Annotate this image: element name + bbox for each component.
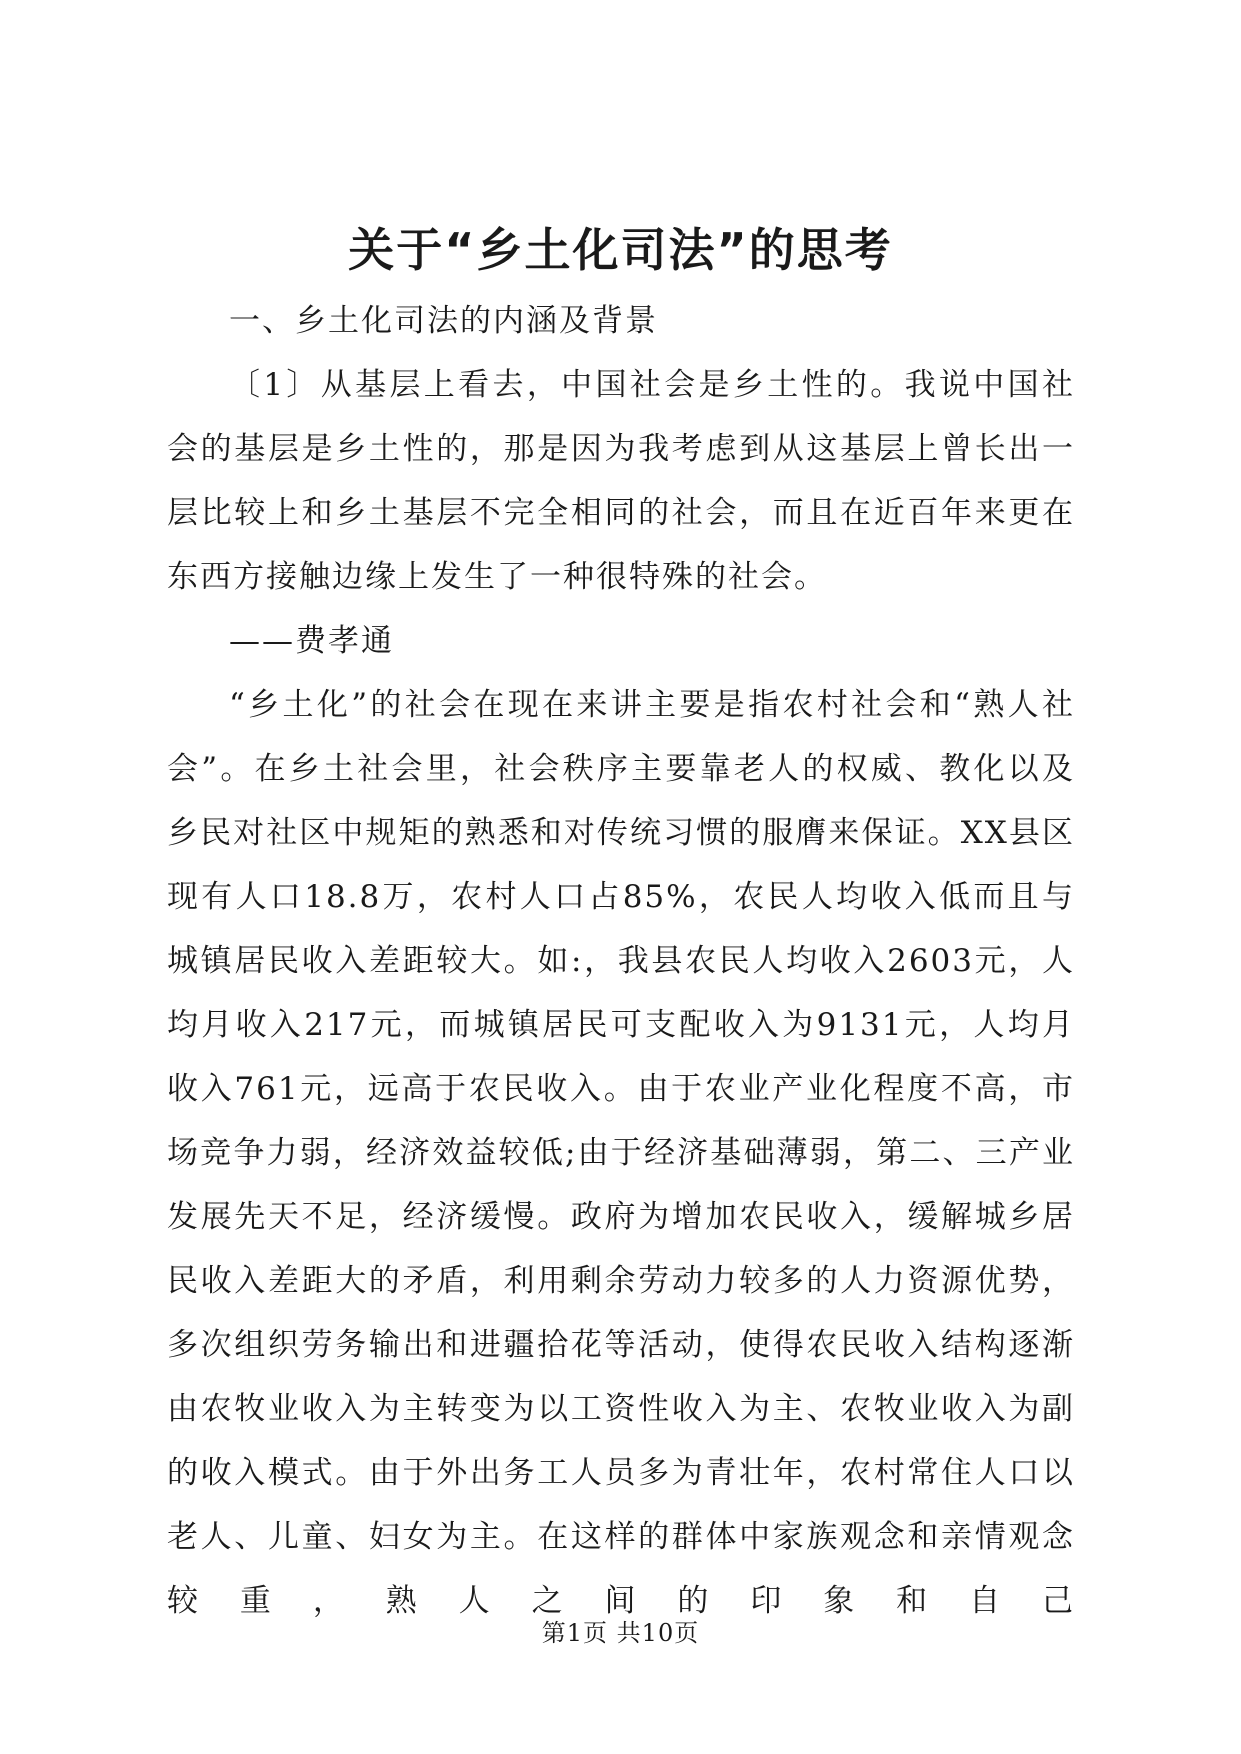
paragraph-main: “乡土化”的社会在现在来讲主要是指农村社会和“熟人社会”。在乡土社会里，社会秩序主要靠老人的权威、教化以及乡民对社区中规矩的熟悉和对传统习惯的服膺来保证。XX县区现有人口18.8万，农村人口占85%，农民人均收入低而且与城镇居民收入差距较大。如:，我县农民人均收入2603元，人均月收入217元，而城镇居民可支配收入为9131元，人均月收入761元，远高于农民收入。由于农业产业化程度不高，市场竞争力弱，经济效益较低;由于经济基础薄弱，第二、三产业发展先天不足，经济缓慢。政府为增加农民收入，缓解城乡居民收入差距大的矛盾，利用剩余劳动力较多的人力资源优势，多次组织劳务输出和进疆拾花等活动，使得农民收入结构逐渐由农牧业收入为主转变为以工资性收入为主、农牧业收入为副的收入模式。由于外出务工人员多为青壮年，农村常住人口以老人、儿童、妇女为主。在这样的群体中家族观念和亲情观念较重，熟人之间的印象和自己 (167, 687, 1075, 1619)
page-number-footer: 第1页 共10页 (541, 1619, 700, 1647)
document-body (167, 289, 1075, 1633)
paragraph-quote: 〔1〕从基层上看去，中国社会是乡土性的。我说中国社会的基层是乡土性的，那是因为我考虑到从这基层上曾长出一层比较上和乡土基层不完全相同的社会，而且在近百年来更在东西方接触边缘上发生了一种很特殊的社会。 (167, 367, 1075, 595)
paragraph-attribution: ——费孝通 (229, 623, 394, 659)
document-title: 关于“乡土化司法”的思考 (348, 223, 893, 277)
section-heading: 一、乡土化司法的内涵及背景 (229, 303, 658, 339)
